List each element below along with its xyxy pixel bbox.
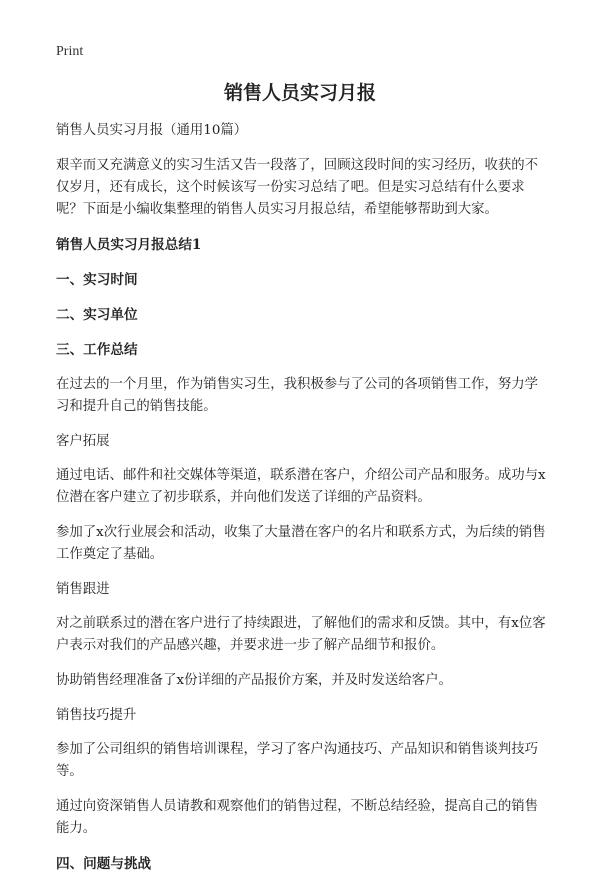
subheading-customer-development: 客户拓展: [56, 434, 110, 449]
heading-work-summary: 三、工作总结: [56, 342, 138, 358]
heading-internship-company: 二、实习单位: [56, 307, 138, 323]
sales-skills-paragraph-2: 通过向资深销售人员请教和观察他们的销售过程，不断总结经验，提高自己的销售能力。: [56, 799, 539, 836]
sales-followup-paragraph-2: 协助销售经理准备了x份详细的产品报价方案，并及时发送给客户。: [56, 673, 452, 688]
work-summary-paragraph: 在过去的一个月里，作为销售实习生，我积极参与了公司的各项销售工作，努力学习和提升自己的销售技能。: [56, 377, 539, 414]
sales-skills-paragraph-1: 参加了公司组织的销售培训课程，学习了客户沟通技巧、产品知识和销售谈判技巧等。: [56, 742, 539, 779]
section-title: 销售人员实习月报总结1: [56, 237, 202, 253]
sales-followup-paragraph-1: 对之前联系过的潜在客户进行了持续跟进，了解他们的需求和反馈。其中，有x位客户表示对我们的产品感兴趣，并要求进一步了解产品细节和报价。: [56, 616, 546, 653]
subheading-sales-followup: 销售跟进: [56, 582, 110, 597]
customer-development-paragraph-2: 参加了x次行业展会和活动，收集了大量潜在客户的名片和联系方式，为后续的销售工作奠定了基础。: [56, 525, 546, 562]
document-subtitle: 销售人员实习月报（通用10篇）: [56, 123, 248, 138]
heading-internship-time: 一、实习时间: [56, 272, 138, 288]
heading-problems-challenges: 四、问题与挑战: [56, 856, 152, 872]
subheading-sales-skills: 销售技巧提升: [56, 708, 137, 723]
intro-paragraph: 艰辛而又充满意义的实习生活又告一段落了，回顾这段时间的实习经历，收获的不仅岁月，还有成长，这个时候该写一份实习总结了吧。但是实习总结有什么要求呢？下面是小编收集整理的销售人员实习月报总结，希望能够帮助到大家。: [56, 158, 539, 217]
document-title: 销售人员实习月报: [223, 82, 376, 104]
document-body: [56, 120, 546, 888]
customer-development-paragraph-1: 通过电话、邮件和社交媒体等渠道，联系潜在客户，介绍公司产品和服务。成功与x位潜在客户建立了初步联系，并向他们发送了详细的产品资料。: [56, 468, 546, 505]
print-link[interactable]: Print: [56, 44, 84, 59]
